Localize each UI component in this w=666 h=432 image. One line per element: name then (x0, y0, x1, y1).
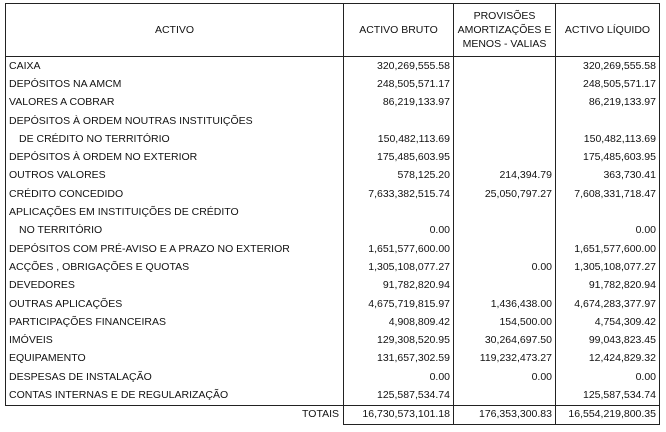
row-label: DEPÓSITOS À ORDEM NO EXTERIOR (6, 148, 344, 166)
row-label: PARTICIPAÇÕES FINANCEIRAS (6, 313, 344, 331)
table-row (6, 222, 660, 240)
activo-bruto-cell: 1,651,577,600.00 (344, 240, 454, 258)
provisoes-cell (454, 222, 556, 240)
row-label: ACÇÕES , OBRIGAÇÕES E QUOTAS (6, 258, 344, 276)
activo-liquido-cell: 1,651,577,600.00 (556, 240, 660, 258)
provisoes-cell (454, 148, 556, 166)
totals-provisoes: 176,353,300.83 (454, 405, 556, 424)
provisoes-cell: 0.00 (454, 368, 556, 386)
activo-bruto-cell: 86,219,133.97 (344, 94, 454, 112)
table-row (6, 350, 660, 368)
provisoes-header-line-1: PROVISÕES (473, 10, 536, 22)
balance-sheet-table (5, 3, 660, 425)
table-header-row (6, 4, 660, 57)
activo-bruto-cell: 150,482,113.69 (344, 130, 454, 148)
activo-bruto-cell: 91,782,820.94 (344, 277, 454, 295)
activo-bruto-cell (344, 112, 454, 130)
activo-liquido-cell: 99,043,823.45 (556, 331, 660, 349)
provisoes-cell (454, 112, 556, 130)
activo-liquido-cell: 0.00 (556, 368, 660, 386)
column-header-activo-bruto: ACTIVO BRUTO (344, 4, 454, 57)
row-label: DESPESAS DE INSTALAÇÃO (6, 368, 344, 386)
activo-bruto-cell: 4,675,719,815.97 (344, 295, 454, 313)
totals-activo-liquido: 16,554,219,800.35 (556, 405, 660, 424)
provisoes-cell: 25,050,797.27 (454, 185, 556, 203)
row-label: CONTAS INTERNAS E DE REGULARIZAÇÃO (6, 386, 344, 405)
row-label: IMÓVEIS (6, 331, 344, 349)
table-row (6, 148, 660, 166)
activo-liquido-cell (556, 112, 660, 130)
activo-liquido-cell: 150,482,113.69 (556, 130, 660, 148)
column-header-provisoes (454, 4, 556, 57)
activo-bruto-cell: 129,308,520.95 (344, 331, 454, 349)
activo-liquido-cell: 125,587,534.74 (556, 386, 660, 405)
provisoes-header-line-3: MENOS - VALIAS (462, 38, 547, 50)
activo-bruto-cell: 320,269,555.58 (344, 57, 454, 76)
provisoes-cell: 214,394.79 (454, 167, 556, 185)
table-row (6, 57, 660, 76)
activo-bruto-cell: 175,485,603.95 (344, 148, 454, 166)
activo-liquido-cell: 320,269,555.58 (556, 57, 660, 76)
activo-bruto-cell: 0.00 (344, 368, 454, 386)
row-label: VALORES A COBRAR (6, 94, 344, 112)
provisoes-cell (454, 130, 556, 148)
activo-liquido-cell: 175,485,603.95 (556, 148, 660, 166)
table-row (6, 94, 660, 112)
activo-bruto-cell: 1,305,108,077.27 (344, 258, 454, 276)
row-label: EQUIPAMENTO (6, 350, 344, 368)
table-row (6, 185, 660, 203)
activo-bruto-cell: 248,505,571.17 (344, 75, 454, 93)
activo-liquido-cell: 12,424,829.32 (556, 350, 660, 368)
row-label: CAIXA (6, 57, 344, 76)
activo-liquido-cell (556, 203, 660, 221)
provisoes-cell (454, 277, 556, 295)
provisoes-cell (454, 386, 556, 405)
activo-liquido-cell: 248,505,571.17 (556, 75, 660, 93)
activo-liquido-cell: 86,219,133.97 (556, 94, 660, 112)
provisoes-cell (454, 57, 556, 76)
activo-liquido-cell: 1,305,108,077.27 (556, 258, 660, 276)
row-label: DEVEDORES (6, 277, 344, 295)
table-row (6, 75, 660, 93)
provisoes-cell: 30,264,697.50 (454, 331, 556, 349)
activo-bruto-cell: 4,908,809.42 (344, 313, 454, 331)
table-row (6, 130, 660, 148)
totals-row (6, 405, 660, 424)
activo-liquido-cell: 7,608,331,718.47 (556, 185, 660, 203)
provisoes-cell: 0.00 (454, 258, 556, 276)
column-header-activo: ACTIVO (6, 4, 344, 57)
row-label: DEPÓSITOS NA AMCM (6, 75, 344, 93)
provisoes-cell (454, 240, 556, 258)
table-row (6, 240, 660, 258)
activo-liquido-cell: 363,730.41 (556, 167, 660, 185)
provisoes-cell: 119,232,473.27 (454, 350, 556, 368)
activo-bruto-cell: 7,633,382,515.74 (344, 185, 454, 203)
provisoes-cell: 1,436,438.00 (454, 295, 556, 313)
row-label: NO TERRITÓRIO (6, 222, 344, 240)
provisoes-cell (454, 75, 556, 93)
activo-liquido-cell: 91,782,820.94 (556, 277, 660, 295)
activo-liquido-cell: 4,674,283,377.97 (556, 295, 660, 313)
provisoes-cell (454, 203, 556, 221)
provisoes-header-line-2: AMORTIZAÇÕES E (457, 24, 552, 36)
table-row (6, 368, 660, 386)
activo-bruto-cell: 0.00 (344, 222, 454, 240)
row-label: DEPÓSITOS COM PRÉ-AVISO E A PRAZO NO EXTERIOR (6, 240, 344, 258)
table-row (6, 112, 660, 130)
table-row (6, 167, 660, 185)
activo-liquido-cell: 0.00 (556, 222, 660, 240)
row-label: CRÉDITO CONCEDIDO (6, 185, 344, 203)
provisoes-cell: 154,500.00 (454, 313, 556, 331)
table-row (6, 203, 660, 221)
totals-activo-bruto: 16,730,573,101.18 (344, 405, 454, 424)
row-label: OUTRAS APLICAÇÕES (6, 295, 344, 313)
activo-liquido-cell: 4,754,309.42 (556, 313, 660, 331)
row-label: APLICAÇÕES EM INSTITUIÇÕES DE CRÉDITO (6, 203, 344, 221)
table-row (6, 386, 660, 405)
activo-bruto-cell: 131,657,302.59 (344, 350, 454, 368)
totals-label: TOTAIS (6, 405, 344, 424)
provisoes-cell (454, 94, 556, 112)
activo-bruto-cell: 578,125.20 (344, 167, 454, 185)
table-row (6, 331, 660, 349)
table-row (6, 313, 660, 331)
activo-bruto-cell (344, 203, 454, 221)
row-label: DE CRÉDITO NO TERRITÓRIO (6, 130, 344, 148)
row-label: OUTROS VALORES (6, 167, 344, 185)
activo-bruto-cell: 125,587,534.74 (344, 386, 454, 405)
table-row (6, 295, 660, 313)
table-row (6, 277, 660, 295)
row-label: DEPÓSITOS À ORDEM NOUTRAS INSTITUIÇÕES (6, 112, 344, 130)
column-header-activo-liquido: ACTIVO LÍQUIDO (556, 4, 660, 57)
table-row (6, 258, 660, 276)
